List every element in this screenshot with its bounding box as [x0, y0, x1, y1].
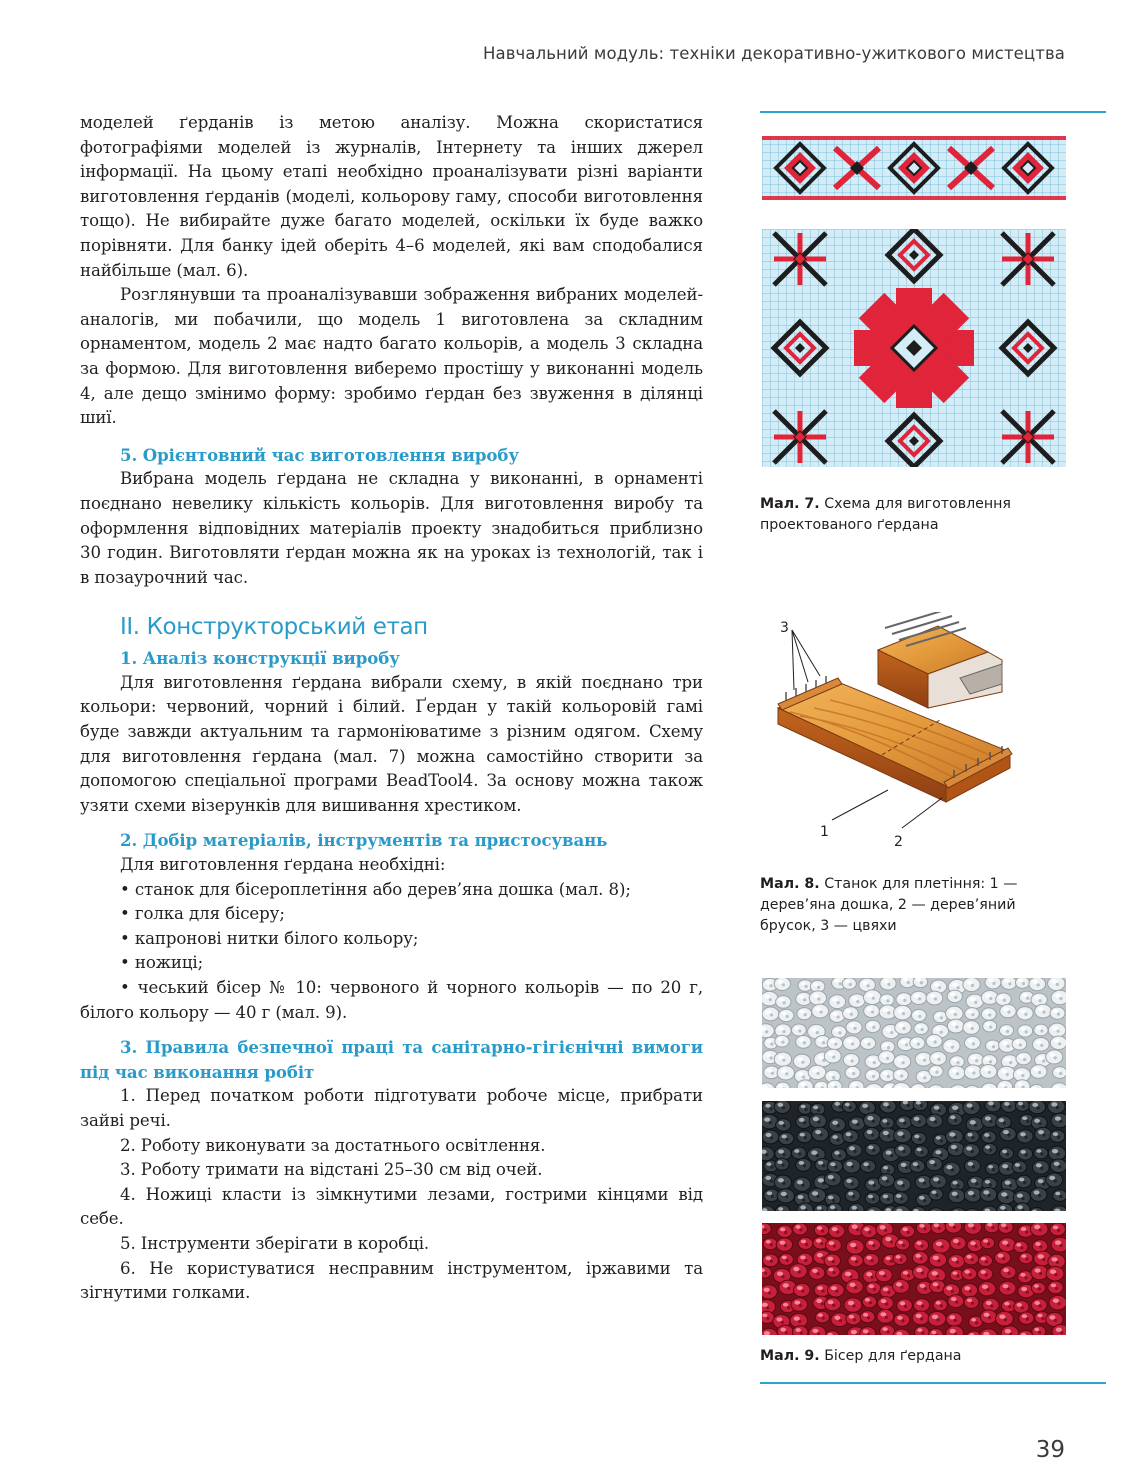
bead-pattern-scheme: [762, 229, 1066, 467]
figure-8-text: Станок для плетіння: 1 — дерев’яна дошка, 2 — дерев’яний брусок, 3 — цвяхи: [760, 876, 1018, 934]
figure-9-caption: [760, 1346, 1080, 1367]
callout-1: 1: [820, 824, 829, 840]
rule-item: 1. Перед початком роботи підготувати робоче місце, прибрати зайві речі.: [80, 1086, 703, 1130]
list-item: • станок для бісероплетіння або дерев’яна дошка (мал. 8);: [120, 879, 631, 899]
black-beads-photo: [762, 1101, 1066, 1211]
figure-8-label: Мал. 8.: [760, 876, 820, 892]
callout-2: 2: [894, 834, 903, 850]
figure-7-label: Мал. 7.: [760, 496, 820, 512]
paragraph-3: Вибрана модель ґердана не складна у виконанні, в орнаменті поєднано невелику кількість кольорів. Для виготовлення виробу та оформлення відповідних матеріалів проекту знадобиться приблизно 30 годин. Виготовляти ґердан можна як на уроках із технологій, так і в позаурочний час.: [80, 469, 703, 587]
paragraph-1: моделей ґерданів із метою аналізу. Можна скористатися фотографіями моделей із журналів, Інтернету та інших джерел інформації. На цьому етапі необхідно проаналізувати різні варіанти виготовлення ґерданів (моделі, кольорову гаму, способи виготовлення тощо). Не вибирайте дуже багато моделей, оскільки їх буде важко порівняти. Для банку ідей оберіть 4–6 моделей, які вам сподобалися найбільше (мал. 6).: [80, 113, 703, 280]
rule-item: 4. Ножиці класти із зімкнутими лезами, гострими кінцями від себе.: [80, 1184, 703, 1229]
subheading-analysis: 1. Аналіз конструкції виробу: [120, 648, 400, 669]
running-head: Навчальний модуль: техніки декоративно-ужиткового мистецтва: [482, 44, 1065, 63]
subheading-time: 5. Орієнтовний час виготовлення виробу: [120, 444, 519, 465]
rule-item: 3. Роботу тримати на відстані 25–30 см від очей.: [120, 1160, 543, 1180]
list-item: • чеський бісер № 10: червоного й чорного кольорів — по 20 г, білого кольору — 40 г (мал. 9).: [80, 978, 703, 1022]
section-heading: ІІ. Конструкторський етап: [120, 614, 428, 641]
paragraph-5: Для виготовлення ґердана необхідні:: [120, 855, 446, 875]
figure-8-caption: [760, 874, 1060, 937]
sidebar-bottom-rule: [760, 1382, 1106, 1384]
figure-9-text: Бісер для ґердана: [824, 1348, 962, 1364]
subheading-materials: 2. Добір матеріалів, інструментів та пристосувань: [120, 830, 608, 851]
paragraph-4: Для виготовлення ґердана вибрали схему, в якій поєднано три кольори: червоний, чорний і білий. Ґердан у такій кольоровій гамі буде завжди актуальним та гармоніюватиме з різним одягом. Схему для виготовлення ґердана (мал. 7) можна самостійно створити за допомогою спеціальної програми BeadTool4. За основу можна також узяти схеми візерунків для вишивання хрестиком.: [80, 672, 703, 815]
subheading-safety: 3. Правила безпечної праці та санітарно-гігієнічні вимоги під час виконання робіт: [80, 1037, 703, 1082]
list-item: • ножиці;: [120, 953, 204, 973]
white-beads-photo: [762, 978, 1066, 1088]
loom-illustration: [770, 612, 1070, 857]
figure-7-caption: [760, 494, 1080, 536]
rule-item: 6. Не користуватися несправним інструментом, іржавими та зігнутими голками.: [80, 1258, 703, 1303]
rule-item: 5. Інструменти зберігати в коробці.: [120, 1233, 430, 1253]
main-column: [80, 111, 703, 1306]
list-item: • капронові нитки білого кольору;: [120, 928, 419, 948]
rule-item: 2. Роботу виконувати за достатнього освітлення.: [120, 1135, 546, 1155]
list-item: • голка для бісеру;: [120, 904, 285, 924]
red-beads-photo: [762, 1223, 1066, 1335]
callout-3: 3: [780, 620, 789, 636]
paragraph-2: Розглянувши та проаналізувавши зображення вибраних моделей-аналогів, ми побачили, що модель 1 виготовлена за складним орнаментом, модель 2 має надто багато кольорів, а модель 3 складна за формою. Для виготовлення виберемо простішу у виконанні модель 4, але дещо змінимо форму: зробимо ґердан без звуження в ділянці шиї.: [80, 285, 703, 428]
page-number: 39: [1035, 1437, 1065, 1463]
bead-pattern-strip: [762, 136, 1066, 200]
figure-7-text: Схема для виготовлення проектованого ґердана: [760, 496, 1011, 533]
figure-9-label: Мал. 9.: [760, 1348, 820, 1364]
sidebar-top-rule: [760, 111, 1106, 113]
